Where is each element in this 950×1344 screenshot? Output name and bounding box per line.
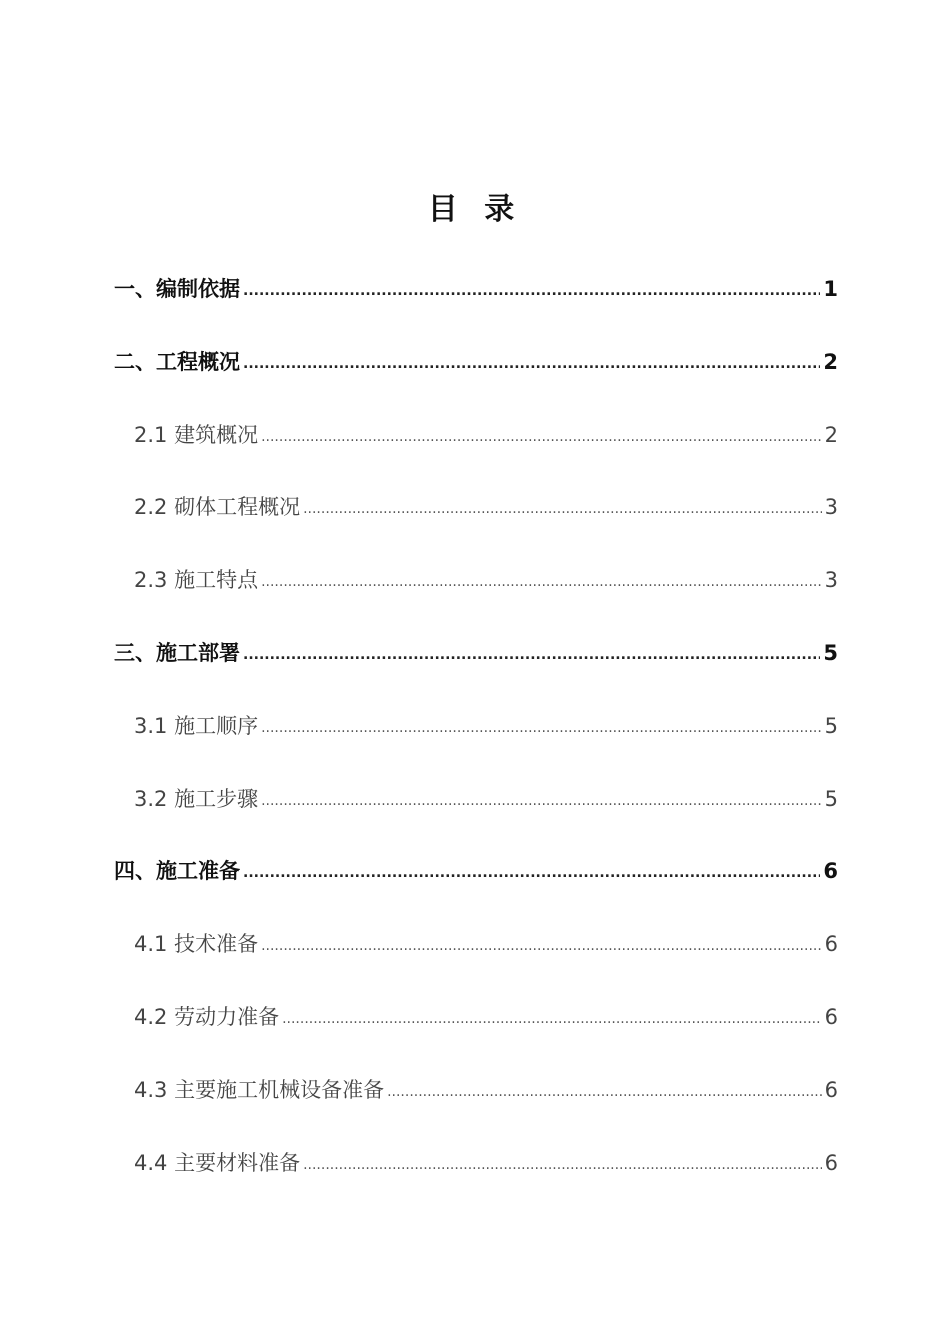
toc-entry-page: 3 (824, 495, 838, 520)
toc-entry-label: 4.2 劳动力准备 (134, 1004, 280, 1029)
toc-entry-page: 5 (824, 786, 838, 811)
toc-entry-label: 2.2 砌体工程概况 (134, 495, 301, 520)
toc-dot-leader (243, 637, 820, 670)
toc-entry[interactable] (114, 337, 838, 410)
toc-entry[interactable] (114, 1138, 838, 1211)
toc-entry-page: 6 (823, 859, 838, 884)
toc-entry-label: 二、工程概况 (114, 349, 240, 374)
toc-dot-leader (261, 419, 822, 452)
toc-entry-label: 一、编制依据 (114, 277, 240, 301)
toc-entry-page: 6 (824, 932, 838, 957)
toc-dot-leader (387, 1074, 822, 1107)
toc-entry[interactable] (114, 992, 838, 1065)
toc-dot-leader (243, 273, 820, 306)
toc-entry-label: 三、施工部署 (114, 640, 240, 665)
toc-entry[interactable] (114, 846, 838, 919)
toc-entry[interactable] (114, 410, 838, 483)
toc-entry-page: 3 (824, 568, 838, 593)
toc-list (114, 264, 838, 1210)
toc-dot-leader (303, 1147, 822, 1180)
toc-entry[interactable] (114, 482, 838, 555)
toc-dot-leader (261, 928, 822, 961)
toc-entry-page: 6 (824, 1150, 838, 1175)
toc-dot-leader (261, 710, 822, 743)
toc-dot-leader (261, 783, 822, 816)
toc-dot-leader (243, 855, 820, 888)
toc-dot-leader (303, 491, 822, 524)
toc-entry[interactable] (114, 555, 838, 628)
toc-entry-label: 3.2 施工步骤 (134, 786, 259, 811)
toc-entry-page: 6 (824, 1004, 838, 1029)
toc-dot-leader (261, 564, 822, 597)
toc-dot-leader (243, 346, 820, 379)
toc-entry-label: 3.1 施工顺序 (134, 713, 259, 738)
toc-entry-page: 2 (824, 422, 838, 447)
toc-entry-page: 6 (824, 1077, 838, 1102)
toc-entry-label: 2.3 施工特点 (134, 568, 259, 593)
toc-entry-label: 2.1 建筑概况 (134, 422, 259, 447)
toc-dot-leader (282, 1001, 822, 1034)
toc-entry-page: 5 (824, 713, 838, 738)
toc-entry-page: 1 (823, 277, 838, 301)
toc-entry[interactable] (114, 919, 838, 992)
toc-entry[interactable] (114, 628, 838, 701)
toc-entry[interactable] (114, 701, 838, 774)
toc-entry-label: 4.4 主要材料准备 (134, 1150, 301, 1175)
toc-entry[interactable] (114, 264, 838, 337)
toc-entry-label: 四、施工准备 (114, 859, 240, 884)
toc-entry-label: 4.1 技术准备 (134, 932, 259, 957)
toc-entry[interactable] (114, 1065, 838, 1138)
toc-entry-page: 2 (823, 349, 838, 374)
toc-entry-page: 5 (823, 640, 838, 665)
toc-title: 目 录 (427, 192, 523, 227)
toc-entry-label: 4.3 主要施工机械设备准备 (134, 1077, 385, 1102)
toc-entry[interactable] (114, 774, 838, 847)
